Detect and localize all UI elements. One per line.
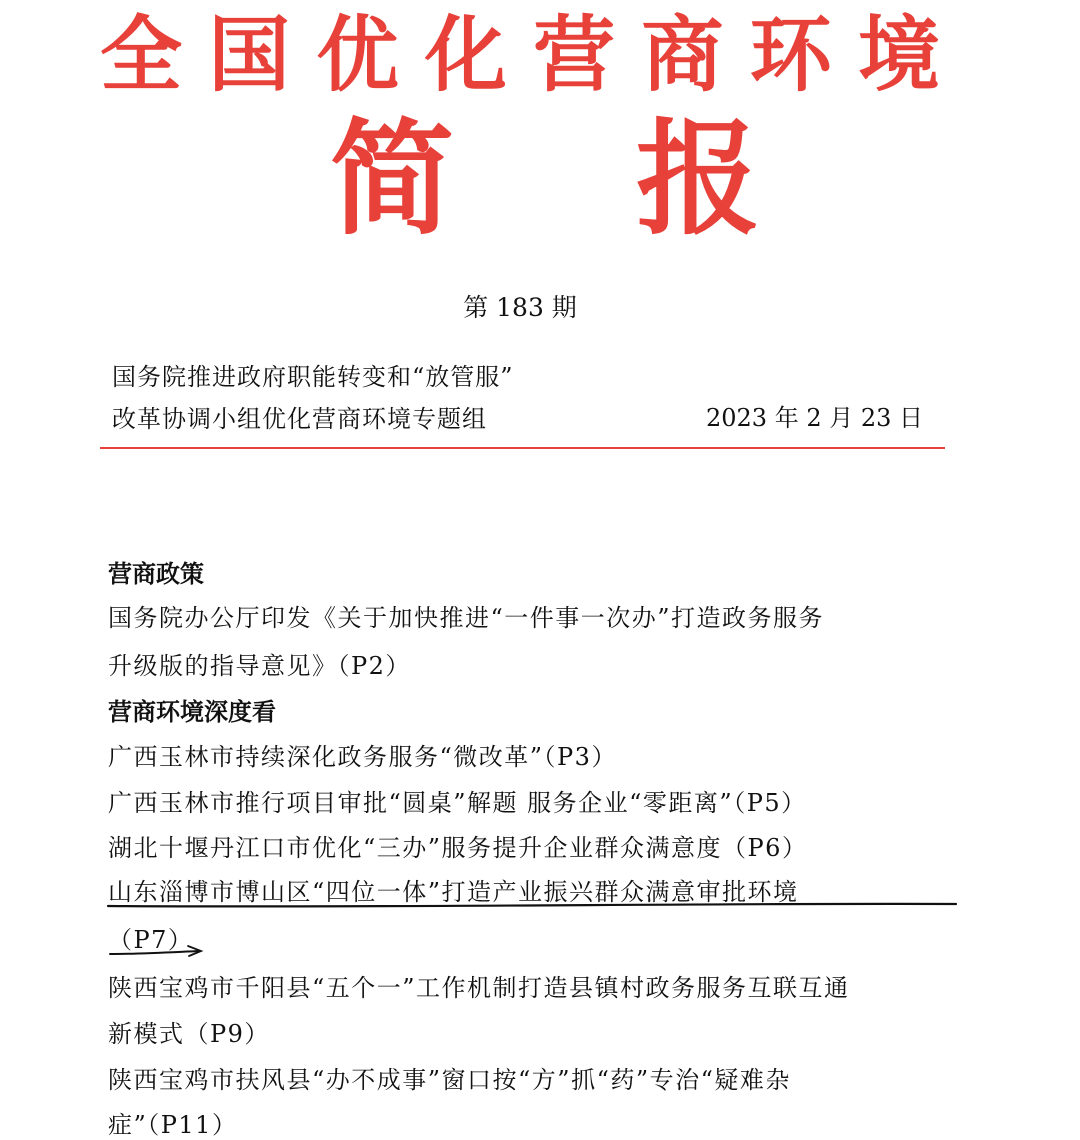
section-heading-indepth: 营商环境深度看 [108,698,276,726]
toc-item: 症”（P11） [108,1111,238,1139]
toc-item: 国务院办公厅印发《关于加快推进“一件事一次办”打造政务服务 [108,604,825,632]
masthead-char: 环 [749,8,832,103]
issue-date: 2023 年 2 月 23 日 [706,404,924,432]
toc-item: 湖北十堰丹江口市优化“三办”服务提升企业群众满意度（P6） [108,834,808,862]
masthead-char: 优 [316,8,399,103]
masthead-char: 境 [857,8,940,103]
masthead-char: 营 [533,8,616,103]
toc-item: 陕西宝鸡市千阳县“五个一”工作机制打造县镇村政务服务互联互通 [108,974,850,1002]
issuer-line-1: 国务院推进政府职能转变和“放管服” [112,363,514,391]
masthead-char: 商 [641,8,724,103]
toc-item: （P7） [108,926,194,954]
toc-item: 广西玉林市持续深化政务服务“微改革”（P3） [108,743,617,771]
toc-item: 陕西宝鸡市扶风县“办不成事”窗口按“方”抓“药”专治“疑难杂 [108,1066,791,1094]
toc-item: 升级版的指导意见》（P2） [108,652,411,680]
toc-item: 新模式（P9） [108,1020,270,1048]
toc-item: 山东淄博市博山区“四位一体”打造产业振兴群众满意审批环境 [108,878,799,906]
toc-item: 广西玉林市推行项目审批“圆桌”解题 服务企业“零距离”（P5） [108,789,807,817]
masthead-sub-char: 简 [330,108,455,252]
masthead-char: 化 [424,8,507,103]
issue-number: 第 183 期 [463,293,577,322]
masthead-char: 全 [100,8,183,103]
pen-underline [108,904,956,907]
pen-underline [110,951,200,954]
issuer-line-2: 改革协调小组优化营商环境专题组 [112,405,487,433]
masthead-char: 国 [208,8,291,103]
section-heading-policy: 营商政策 [108,560,204,588]
masthead-sub-char: 报 [635,108,760,252]
